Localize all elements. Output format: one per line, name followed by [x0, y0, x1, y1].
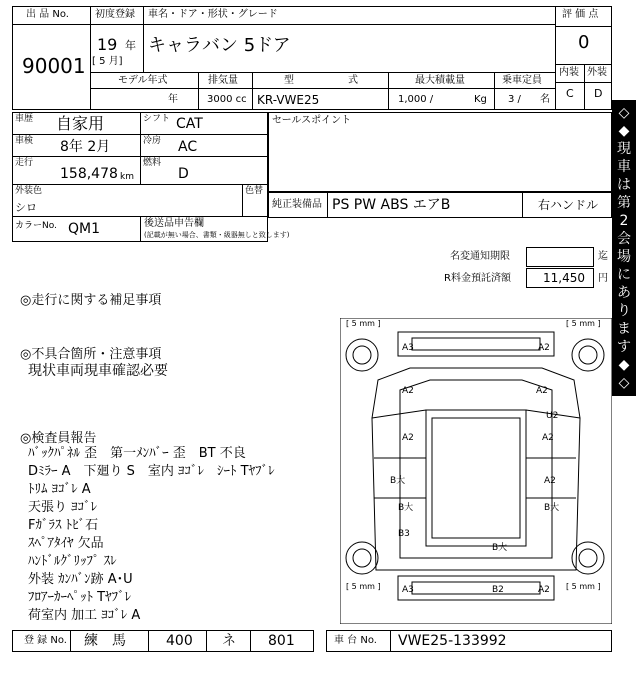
first-reg-year: 19 [97, 35, 118, 54]
interior-grade: C [566, 87, 574, 100]
color-no-label: カラーNo. [15, 221, 57, 231]
side-banner-char: 会 [617, 231, 631, 247]
exterior-color-value: シロ [15, 201, 37, 214]
chassis-label: 車 台 No. [334, 635, 377, 646]
damage-mark: U2 [546, 411, 559, 421]
type-value: KR-VWE25 [257, 93, 320, 107]
mileage-unit: km [120, 172, 134, 182]
color-change-label: 色替 [245, 186, 264, 196]
wheel-front-left [346, 339, 378, 371]
reg-class: 400 [166, 633, 193, 649]
interior-label: 内装 [559, 67, 579, 78]
defects-text: 現状車両現車確認必要 [28, 363, 168, 379]
max-load-label: 最大積載量 [415, 75, 465, 86]
damage-mark: B大 [398, 503, 414, 513]
side-banner-char: に [617, 267, 631, 283]
displacement-value: 3000 cc [207, 94, 247, 105]
ac-value: AC [178, 139, 198, 155]
steering-value: 右ハンドル [538, 198, 599, 212]
exterior-label: 外装 [587, 67, 607, 78]
defects-heading: ◎不具合箇所・注意事項 [20, 347, 162, 362]
tire-label-rr: [ 5 mm ] [566, 582, 601, 591]
inspector-line: 外装 ｶﾝﾊﾞﾝ跡 A･U [28, 572, 133, 587]
rating-label: 評 価 点 [562, 9, 599, 20]
damage-mark: B大 [544, 503, 560, 513]
damage-mark: A2 [402, 386, 414, 396]
rating-score: 0 [578, 32, 590, 53]
model-year-unit: 年 [168, 94, 178, 105]
name-change-label: 名変通知期限 [450, 251, 510, 262]
shift-value: CAT [176, 116, 203, 132]
tire-label-fl: [ 5 mm ] [346, 319, 381, 328]
type-label-2: 式 [348, 75, 358, 86]
inspector-line: 荷室内 加工 ﾖｺﾞﾚ A [28, 608, 141, 623]
side-banner-char: ◆ [618, 357, 630, 373]
shift-label: シフト [143, 114, 171, 124]
damage-mark: A2 [538, 585, 550, 595]
car-name: キャラバン 5ドア [148, 35, 291, 56]
side-banner-char: ◆ [618, 123, 630, 139]
inspector-line: ﾊﾝﾄﾞﾙｸﾞﾘｯﾌﾟ ｽﾚ [28, 554, 117, 569]
reg-kana: ネ [222, 633, 236, 649]
side-banner-char: り [617, 303, 631, 319]
side-banner-char: 車 [617, 159, 631, 175]
inspector-line: ﾄﾘﾑ ﾖｺﾞﾚ A [28, 482, 91, 497]
max-load-unit: Kg [474, 94, 487, 105]
reg-region: 練 馬 [84, 633, 126, 649]
side-banner-char: は [617, 177, 631, 193]
car-name-label: 車名・ドア・形状・グレード [148, 9, 278, 20]
driving-heading: ◎走行に関する補足事項 [20, 293, 162, 308]
max-load-value: 1,000 / [398, 94, 434, 105]
inspector-heading: ◎検査員報告 [20, 431, 97, 446]
reg-number: 801 [268, 633, 295, 649]
damage-mark: A3 [402, 585, 414, 595]
chassis-number: VWE25-133992 [398, 633, 507, 649]
damage-mark: B大 [492, 543, 508, 553]
mileage-value: 158,478 [60, 166, 118, 182]
damage-mark: B大 [390, 476, 406, 486]
sales-point-label: セールスポイント [272, 115, 352, 126]
first-reg-month: [ 5 月] [92, 56, 123, 67]
fuel-label: 燃料 [143, 158, 162, 168]
damage-mark: A2 [536, 386, 548, 396]
lot-number: 90001 [22, 54, 86, 78]
displacement-label: 排気量 [208, 75, 238, 86]
side-banner [612, 100, 636, 396]
side-banner-char: す [617, 339, 631, 355]
mileage-label: 走行 [15, 158, 34, 168]
inspector-line: Fｶﾞﾗｽ ﾄﾋﾞ石 [28, 518, 99, 533]
side-banner-char: ◇ [618, 375, 630, 391]
ac-label: 冷房 [143, 136, 162, 146]
recycle-unit: 円 [598, 273, 608, 284]
side-banner-char: 第 [617, 195, 631, 211]
damage-diagram [340, 318, 612, 624]
side-banner-char: ま [617, 321, 631, 337]
recycle-label: R料金預託済額 [444, 273, 511, 284]
lot-label: 出 品 No. [26, 9, 69, 20]
damage-marks [390, 343, 559, 595]
wheel-rear-left [346, 542, 378, 574]
fuel-value: D [178, 166, 189, 182]
damage-mark: A2 [402, 433, 414, 443]
side-banner-char: あ [617, 285, 631, 301]
inspector-line: ｽﾍﾟｱﾀｲﾔ 欠品 [28, 536, 104, 551]
color-no-value: QM1 [68, 221, 101, 237]
damage-mark: A2 [538, 343, 550, 353]
inspector-line: Dﾐﾗｰ A 下廻り S 室内 ﾖｺﾞﾚ ｼｰﾄ Tﾔﾌﾞﾚ [28, 464, 275, 479]
aftermarket-note: (記載が無い場合、書類・級器無しと致します) [144, 231, 290, 239]
model-year-label: モデル年式 [118, 75, 168, 86]
history-label: 車歴 [15, 114, 34, 124]
equipment-value: PS PW ABS エアB [332, 197, 451, 213]
side-banner-char: 2 [619, 213, 629, 229]
exterior-grade: D [594, 87, 603, 100]
reg-label: 登 録 No. [24, 635, 67, 646]
inspector-line: ﾌﾛｱｰｶｰﾍﾟｯﾄ Tﾔﾌﾞﾚ [28, 590, 132, 605]
equipment-label: 純正装備品 [272, 199, 322, 210]
recycle-amount: 11,450 [543, 271, 585, 285]
year-unit: 年 [125, 39, 136, 52]
side-banner-char: 現 [617, 141, 631, 157]
damage-mark: A2 [542, 433, 554, 443]
side-banner-char: ◇ [618, 105, 630, 121]
capacity-value: 3 / [508, 94, 521, 105]
name-change-unit: 迄 [598, 251, 608, 262]
damage-mark: B3 [398, 529, 410, 539]
name-change-field [526, 247, 594, 267]
damage-mark: B2 [492, 585, 504, 595]
inspection-label: 車検 [15, 136, 34, 146]
tire-label-fr: [ 5 mm ] [566, 319, 601, 328]
capacity-unit: 名 [540, 94, 550, 105]
tire-label-rl: [ 5 mm ] [346, 582, 381, 591]
type-label: 型 [284, 75, 294, 86]
inspector-line: ﾊﾞｯｸﾊﾟﾈﾙ 歪 第一ﾒﾝﾊﾞｰ 歪 BT 不良 [28, 446, 246, 461]
side-banner-char: 場 [617, 249, 631, 265]
exterior-color-label: 外装色 [15, 186, 43, 196]
damage-mark: A2 [544, 476, 556, 486]
inspector-line: 天張り ﾖｺﾞﾚ [28, 500, 98, 515]
wheel-front-right [572, 339, 604, 371]
damage-mark: A3 [402, 343, 414, 353]
history-value: 自家用 [56, 114, 105, 133]
inspection-value: 8年 2月 [60, 139, 111, 155]
aftermarket-label: 後送品申告欄 [144, 218, 204, 229]
first-reg-label: 初度登録 [95, 9, 135, 20]
capacity-label: 乗車定員 [502, 75, 542, 86]
